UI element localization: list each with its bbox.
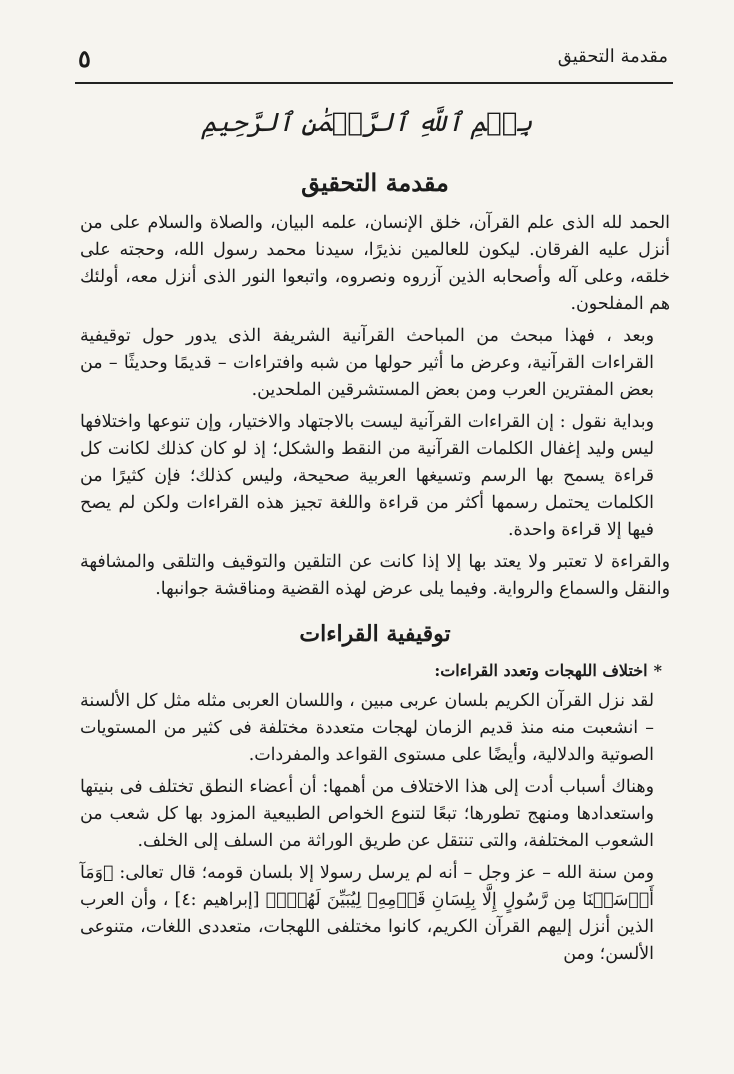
section-heading: توقيفية القراءات	[299, 621, 451, 647]
paragraph: والقراءة لا تعتبر ولا يعتد بها إلا إذا كانت عن التلقين والتوقيف والتلقى والمشافهة والنقل والسماع والرواية. وفيما يلى عرض لهذه القضية ومناقشة جوانبها.	[80, 552, 670, 599]
paragraph: وبداية نقول : إن القراءات القرآنية ليست بالاجتهاد والاختيار، وإن تنوعها واختلافها ليس وليد إغفال الكلمات القرآنية من النقط والشكل؛ إذ لو كان كذلك لكانت كل قراءة يسمح بها الرسم وتسيغها العربية صحيحة، وليس كذلك؛ فإن كثيرًا من الكلمات يحتمل رسمها أكثر من قراءة واللغة تجيز هذه القراءات ولكن لم يصح فيها إلا قراءة واحدة.	[80, 412, 654, 540]
main-heading: مقدمة التحقيق	[301, 168, 449, 197]
subsection-heading	[80, 657, 670, 684]
page-number: ٥	[78, 44, 91, 73]
paragraph: الحمد لله الذى علم القرآن، خلق الإنسان، علمه البيان، والصلاة والسلام على من أنزل عليه الفرقان. ليكون للعالمين نذيرًا، سيدنا محمد رسول الله، وحجته على خلقه، وعلى آله وأصحابه الذين آزروه ونصروه، واتبعوا النور الذى أنزل معه، أولئك هم المفلحون.	[80, 213, 670, 314]
page-header	[78, 40, 668, 80]
paragraph: وبعد ، فهذا مبحث من المباحث القرآنية الشريفة الذى يدور حول توقيفية القراءات القرآنية، وعرض ما أثير حولها من شبه وافتراءات – قديمًا وحديثًا – من بعض المفترين العرب ومن بعض المستشرقين الملحدين.	[80, 326, 654, 400]
paragraph: وهناك أسباب أدت إلى هذا الاختلاف من أهمها: أن أعضاء النطق تختلف فى بنيتها واستعدادها ومنهج تطورها؛ تبعًا لتنوع الخواص الطبيعية المزود بها كل شعب من الشعوب المختلفة، والتى تنتقل عن طريق الوراثة من السلف إلى الخلف.	[80, 777, 654, 851]
paragraph: ومن سنة الله – عز وجل – أنه لم يرسل رسولا إلا بلسان قومه؛ قال تعالى: ﴿وَمَآ أَرۡسَلۡنَا مِن رَّسُولٍ إِلَّا بِلِسَانِ قَوۡمِهِۦ لِيُبَيِّنَ لَهُمۡۖ﴾ [إبراهيم :٤] ، وأن العرب الذين أنزل إليهم القرآن الكريم، كانوا مختلفى اللهجات، متعددى اللغات، متنوعى الألسن؛ ومن	[80, 863, 654, 964]
page-body	[80, 166, 670, 973]
asterisk-bullet-icon: *	[653, 661, 662, 680]
basmala: بِسۡمِ ٱللَّهِ ٱلرَّحۡمَٰنِ ٱلرَّحِيمِ	[201, 108, 533, 138]
header-rule	[75, 82, 673, 84]
header-title: مقدمة التحقيق	[557, 46, 668, 67]
paragraph: لقد نزل القرآن الكريم بلسان عربى مبين ، واللسان العربى مثله مثل كل الألسنة – انشعبت منه منذ قديم الزمان لهجات متعددة مختلفة فى كثير من المستويات الصوتية والدلالية، وأيضًا على مستوى القواعد والمفردات.	[80, 691, 654, 765]
subsection-heading-text: اختلاف اللهجات وتعدد القراءات:	[434, 661, 648, 680]
